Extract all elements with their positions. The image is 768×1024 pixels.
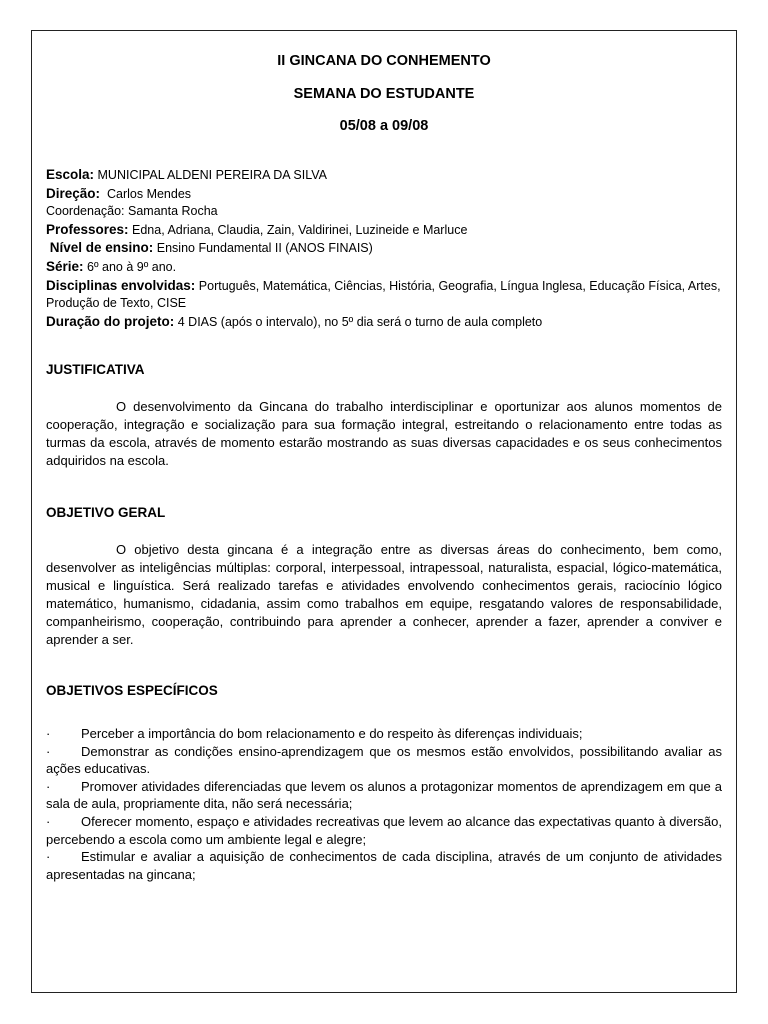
escola-value: MUNICIPAL ALDENI PEREIRA DA SILVA: [94, 168, 327, 182]
nivel-label: Nível de ensino:: [46, 240, 154, 256]
info-escola: [46, 166, 722, 185]
escola-label: Escola:: [46, 167, 95, 182]
duracao-value: 4 DIAS (após o intervalo), no 5º dia será o turno de aula completo: [174, 314, 543, 329]
professores-label: Professores:: [46, 221, 129, 237]
objetivo-geral-text: O objetivo desta gincana é a integração entre as diversas áreas do conhecimento, bem como, desenvolver as inteligências múltiplas: corporal, interpessoal, intrapessoal, naturalista, espacial, lógico-matemática, musical e linguística. Será realizado tarefas e atividades envolvendo conhecimentos gerais, raciocínio lógico matemático, humanismo, cidadania, assim como trabalhos em equipe, resgatando valores de responsabilidade, companheirismo, cooperação, contribuindo para aprender a conhecer, aprender a fazer, aprender a conviver e aprender a ser.: [46, 542, 722, 647]
objetivo-geral-paragraph: [46, 541, 722, 648]
objetivos-especificos-heading: OBJETIVOS ESPECÍFICOS: [46, 683, 218, 698]
list-item: [46, 848, 722, 883]
list-item-text: Perceber a importância do bom relacionamento e do respeito às diferenças individuais;: [81, 726, 583, 741]
disciplinas-label: Disciplinas envolvidas:: [46, 277, 196, 293]
disciplinas-value: Português, Matemática, Ciências, História, Geografia, Língua Inglesa, Educação Física, Artes, Produção de Texto, CISE: [46, 278, 721, 311]
info-coordenacao: Coordenação: Samanta Rocha: [46, 204, 218, 219]
list-item-text: Demonstrar as condições ensino-aprendizagem que os mesmos estão envolvidos, possibilitando avaliar as ações educativas.: [46, 743, 722, 777]
bullet-icon: ·: [46, 813, 51, 829]
list-item: [46, 743, 722, 778]
info-nivel: [46, 239, 722, 258]
list-item: [46, 778, 722, 813]
info-disciplinas: [46, 277, 722, 313]
info-professores: [46, 221, 722, 240]
list-item-text: Estimular e avaliar a aquisição de conhecimentos de cada disciplina, através de um conjunto de atividades apresentadas na gincana;: [46, 849, 722, 882]
project-info: [46, 166, 722, 331]
list-item: [46, 813, 722, 848]
info-direcao: [46, 185, 722, 204]
justificativa-text: O desenvolvimento da Gincana do trabalho interdisciplinar e oportunizar aos alunos momentos de cooperação, integração e socialização para sua formação integral, estreitando o relacionamento entre todas as turmas da escola, através de momento estarão mostrando as suas diversas capacidades e os seus conhecimentos adquiridos na escola.: [46, 399, 722, 468]
bullet-icon: ·: [46, 726, 51, 741]
document-title: II GINCANA DO CONHEMENTO: [277, 53, 491, 69]
bullet-icon: ·: [46, 849, 51, 865]
document-dates: 05/08 a 09/08: [339, 118, 429, 134]
objetivos-especificos-list: [46, 725, 722, 883]
justificativa-paragraph: [46, 398, 722, 470]
list-item-text: Oferecer momento, espaço e atividades recreativas que levem ao alcance das expectativas quanto à diversão, percebendo a escola como um ambiente legal e alegre;: [46, 813, 722, 847]
document-subtitle: SEMANA DO ESTUDANTE: [293, 86, 475, 102]
serie-value: 6º ano à 9º ano.: [83, 259, 177, 274]
direcao-label: Direção:: [46, 185, 101, 201]
bullet-icon: ·: [46, 778, 51, 794]
info-duracao: [46, 313, 722, 332]
info-serie: [46, 258, 722, 277]
list-item: [46, 725, 722, 743]
nivel-value: Ensino Fundamental II (ANOS FINAIS): [153, 241, 373, 256]
list-item-text: Promover atividades diferenciadas que levem os alunos a protagonizar momentos de aprendizagem em que a sala de aula, propriamente dita, não será necessária;: [46, 778, 722, 812]
justificativa-heading: JUSTIFICATIVA: [46, 362, 145, 377]
objetivo-geral-heading: OBJETIVO GERAL: [46, 505, 166, 520]
serie-label: Série:: [46, 258, 84, 274]
bullet-icon: ·: [46, 743, 51, 759]
duracao-label: Duração do projeto:: [46, 313, 175, 329]
direcao-value: Carlos Mendes: [100, 186, 192, 201]
professores-value: Edna, Adriana, Claudia, Zain, Valdirinei, Luzineide e Marluce: [128, 222, 468, 237]
